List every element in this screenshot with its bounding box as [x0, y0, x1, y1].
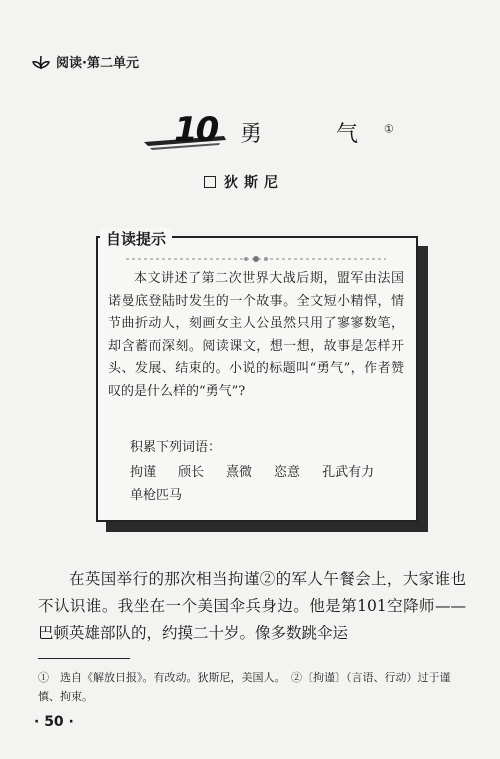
- intro-paragraph: 本文讲述了第二次世界大战后期，盟军由法国诺曼底登陆时发生的一个故事。全文短小精悍，情节曲折动人，刻画女主人公虽然只用了寥寥数笔，却含蓄而深刻。阅读课文，想一想，故事是怎样开头、发展、结束的。小说的标题叫“勇气”，作者赞叹的是什么样的“勇气”?: [108, 271, 404, 399]
- author-name: 狄斯尼: [224, 175, 284, 191]
- author-line: [204, 172, 284, 192]
- footnotes: ① 选自《解放日报》。有改动。狄斯尼，美国人。 ②〔拘谨〕（言语、行动）过于谨慎、拘束。: [38, 671, 451, 703]
- vocab-word: 恣意: [274, 465, 301, 480]
- lesson-number: 10: [174, 110, 218, 150]
- running-header: [32, 52, 139, 71]
- leaf-logo-icon: [32, 55, 50, 69]
- vocab-heading: 积累下列词语：: [130, 440, 222, 455]
- vocab-word: 拘谨: [130, 465, 157, 480]
- square-icon: [204, 176, 216, 188]
- title-footnote-mark: ①: [384, 122, 394, 136]
- header-text: 阅读·第二单元: [56, 56, 139, 71]
- vocab-row-2: [130, 484, 182, 503]
- vocab-row-1: [130, 461, 374, 480]
- body-paragraph: 在英国举行的那次相当拘谨②的军人午餐会上，大家谁也不认识谁。我坐在一个美国伞兵身边。他是第101空降师——巴顿英雄部队的，约摸二十岁。像多数跳伞运: [38, 570, 466, 642]
- vocab-word: 熹微: [226, 465, 253, 480]
- vocab-word: 孔武有力: [322, 465, 375, 480]
- lesson-title-text: 勇 气①: [240, 122, 394, 147]
- lesson-number-badge: [140, 112, 232, 154]
- lesson-title: [140, 112, 394, 154]
- vocab-word: 单枪匹马: [130, 488, 183, 503]
- footnote-rule: [38, 658, 130, 659]
- vocab-word: 颀长: [178, 465, 205, 480]
- ornament-divider-icon: [126, 254, 386, 264]
- page-number: · 50 ·: [34, 714, 74, 730]
- intro-label: 自读提示: [100, 228, 172, 249]
